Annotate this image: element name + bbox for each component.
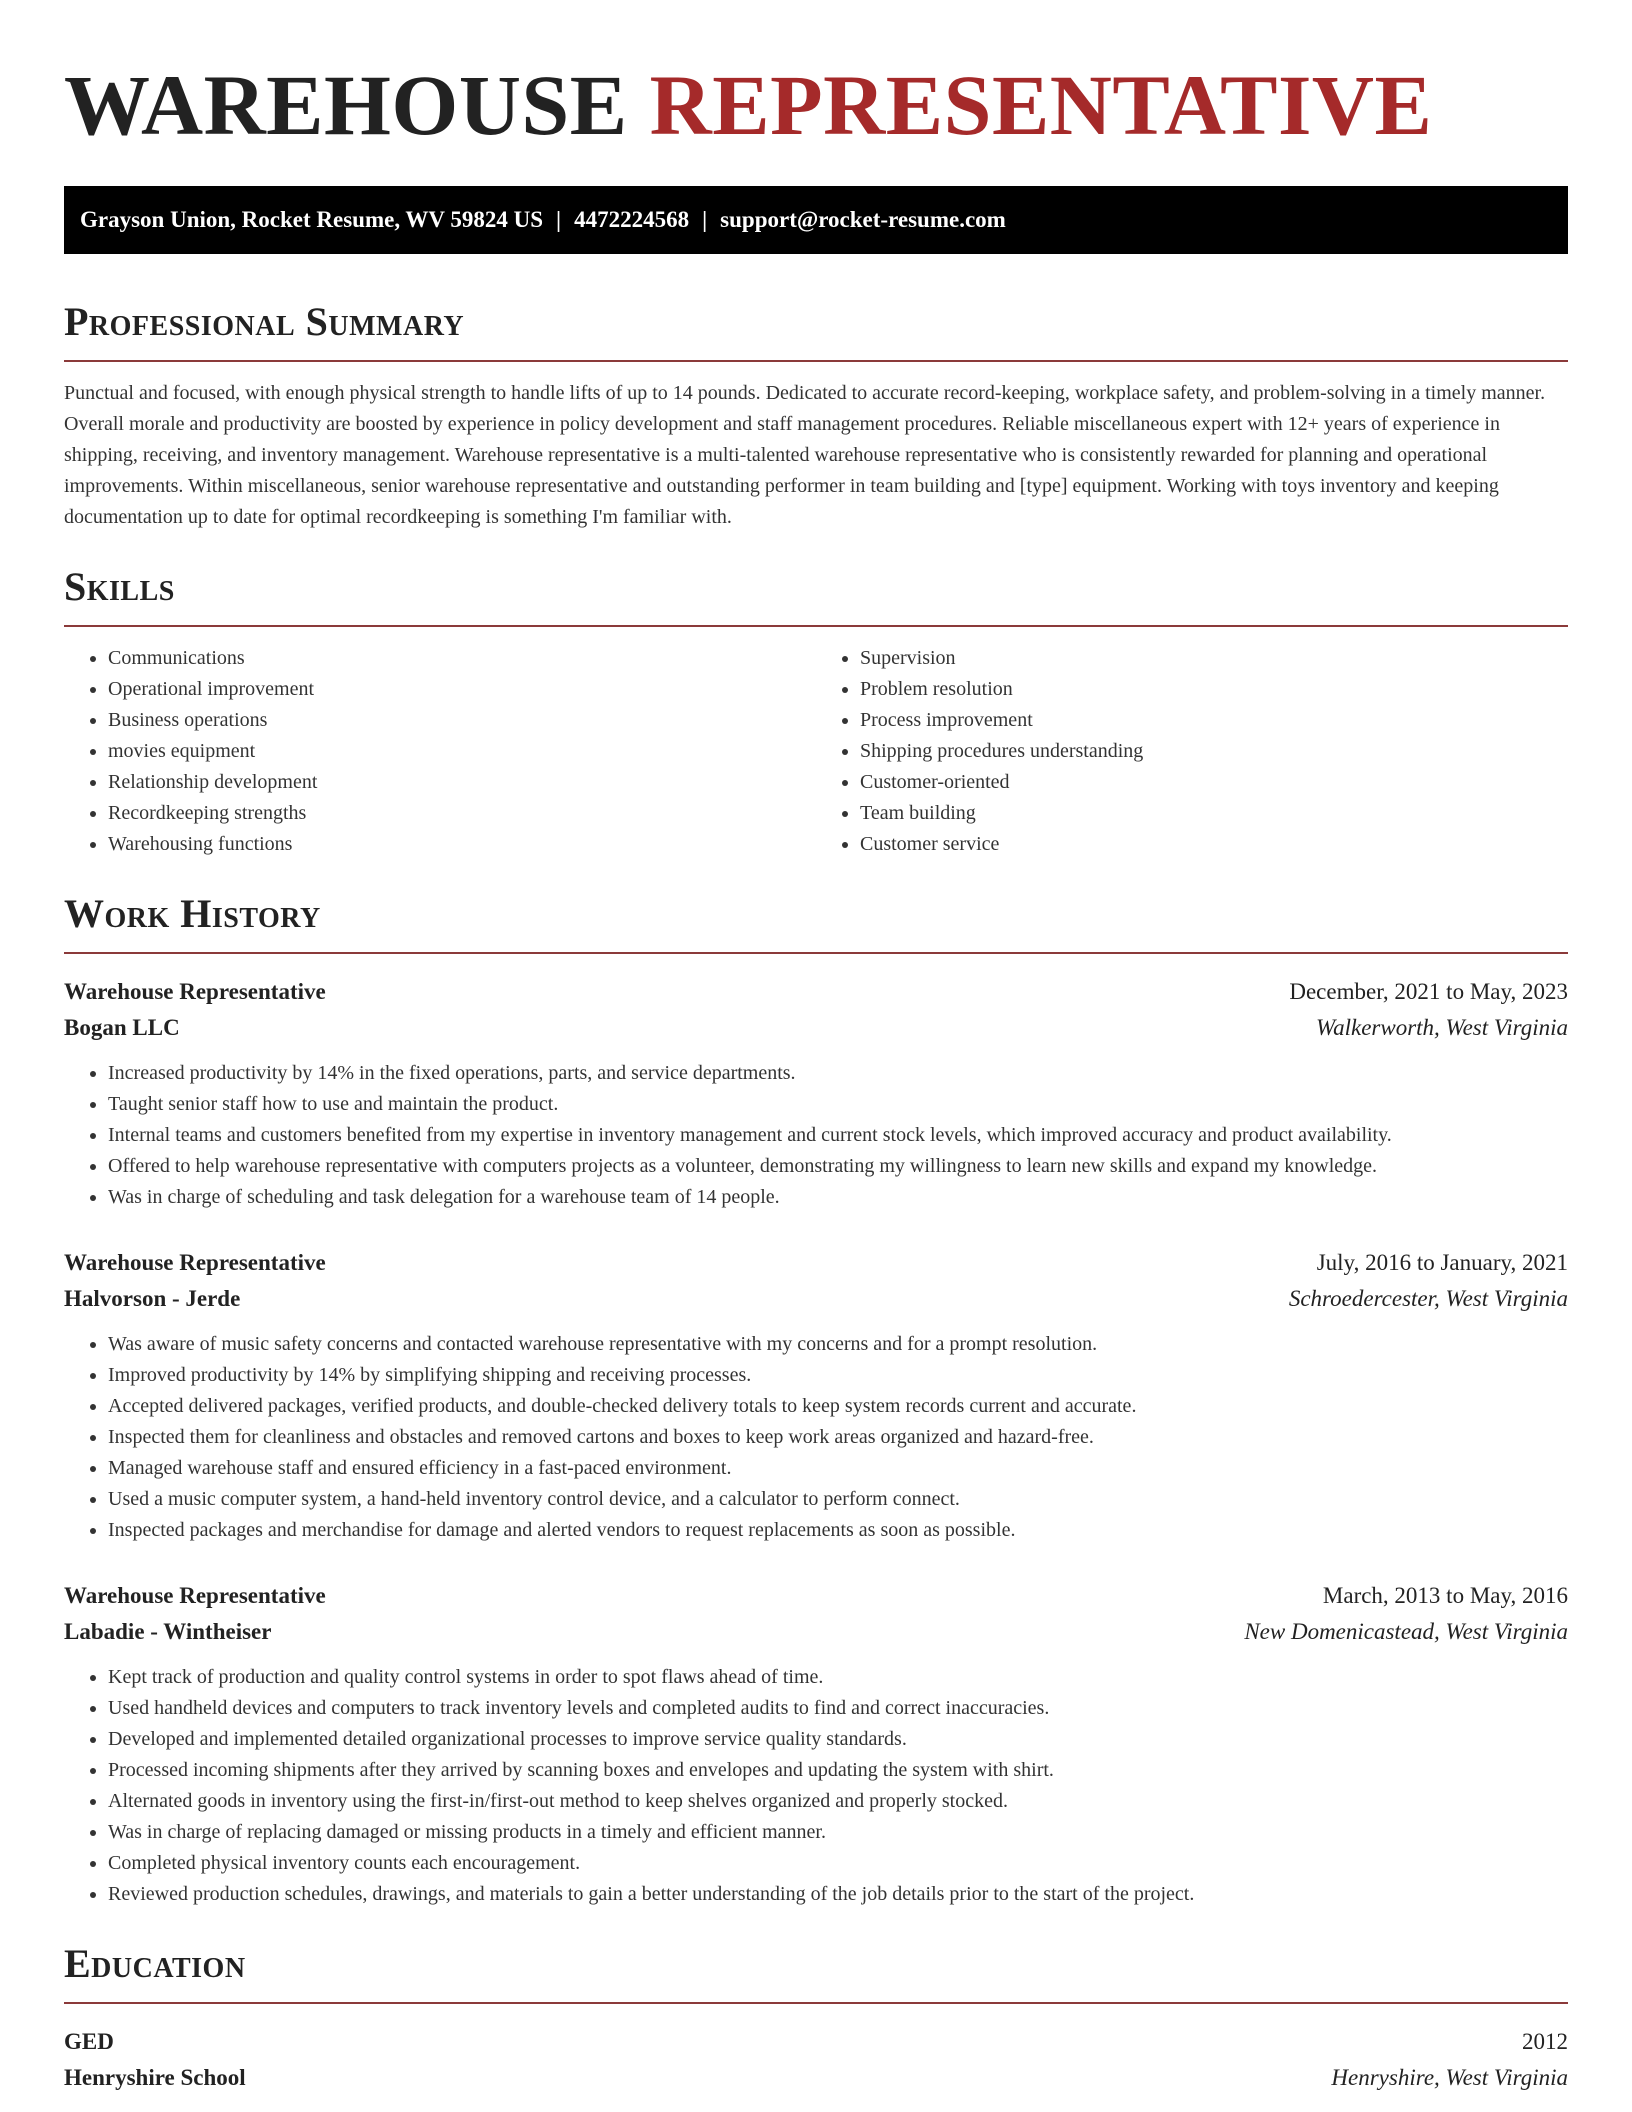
job-bullets: [64, 1329, 1568, 1546]
skills-right-column: [816, 643, 1568, 860]
job-bullet: • Improved productivity by 14% by simplifying shipping and receiving processes.: [108, 1360, 1568, 1391]
education-section: [64, 1940, 1568, 2096]
job-entry: [64, 974, 1568, 1213]
job-company-row: [64, 1010, 1568, 1046]
skill-item: • Recordkeeping strengths: [108, 798, 816, 829]
skill-item: • Warehousing functions: [108, 829, 816, 860]
education-school: Henryshire School: [64, 2065, 246, 2090]
job-bullet: • Used a music computer system, a hand-held inventory control device, and a calculator to perform connect.: [108, 1484, 1568, 1515]
skill-item: • Customer-oriented: [860, 767, 1568, 798]
title-second-word: REPRESENTATIVE: [649, 57, 1433, 153]
job-header-row: [64, 1578, 1568, 1614]
contact-separator: |: [702, 207, 708, 232]
skill-item: • Supervision: [860, 643, 1568, 674]
job-location: New Domenicastead, West Virginia: [1244, 1619, 1568, 1644]
contact-bar: [64, 186, 1568, 254]
contact-email: support@rocket-resume.com: [720, 207, 1006, 232]
summary-section: [64, 298, 1568, 533]
job-bullet: • Developed and implemented detailed organizational processes to improve service quality standards.: [108, 1724, 1568, 1755]
job-bullet: • Kept track of production and quality control systems in order to spot flaws ahead of time.: [108, 1662, 1568, 1693]
contact-separator: |: [556, 207, 562, 232]
education-heading: Education: [64, 1941, 246, 1986]
skill-item: • Relationship development: [108, 767, 816, 798]
skill-item: • Process improvement: [860, 705, 1568, 736]
skill-item: • Communications: [108, 643, 816, 674]
job-company: Halvorson - Jerde: [64, 1286, 241, 1311]
job-dates: March, 2013 to May, 2016: [1322, 1583, 1568, 1608]
section-divider: [64, 360, 1568, 362]
job-bullets: [64, 1058, 1568, 1213]
skill-item: • Problem resolution: [860, 674, 1568, 705]
job-title: Warehouse Representative: [64, 1583, 326, 1608]
job-entry: [64, 1245, 1568, 1546]
skills-left-column: [64, 643, 816, 860]
job-company: Labadie - Wintheiser: [64, 1619, 272, 1644]
job-entry: [64, 1578, 1568, 1910]
job-bullet: • Inspected them for cleanliness and obstacles and removed cartons and boxes to keep work areas organized and hazard-free.: [108, 1422, 1568, 1453]
work-history-heading: Work History: [64, 891, 321, 936]
summary-heading: Professional Summary: [64, 299, 465, 344]
job-bullet: • Managed warehouse staff and ensured efficiency in a fast-paced environment.: [108, 1453, 1568, 1484]
skill-item: • movies equipment: [108, 736, 816, 767]
education-entry: [64, 2024, 1568, 2096]
job-location: Walkerworth, West Virginia: [1316, 1015, 1568, 1040]
skill-item: • Team building: [860, 798, 1568, 829]
job-location: Schroedercester, West Virginia: [1288, 1286, 1568, 1311]
education-header-row: [64, 2024, 1568, 2060]
job-bullet: • Processed incoming shipments after they arrived by scanning boxes and envelopes and updating the system with shirt.: [108, 1755, 1568, 1786]
job-bullet: • Increased productivity by 14% in the fixed operations, parts, and service departments.: [108, 1058, 1568, 1089]
job-bullet: • Was in charge of scheduling and task delegation for a warehouse team of 14 people.: [108, 1182, 1568, 1213]
job-header-row: [64, 1245, 1568, 1281]
job-bullet: • Inspected packages and merchandise for damage and alerted vendors to request replacements as soon as possible.: [108, 1515, 1568, 1546]
work-history-section: [64, 890, 1568, 1910]
section-divider: [64, 625, 1568, 627]
resume-title: [64, 56, 1568, 154]
job-bullets: [64, 1662, 1568, 1910]
skill-item: • Operational improvement: [108, 674, 816, 705]
job-title: Warehouse Representative: [64, 1250, 326, 1275]
section-divider: [64, 2002, 1568, 2004]
job-bullet: • Reviewed production schedules, drawings, and materials to gain a better understanding of the job details prior to the start of the project.: [108, 1879, 1568, 1910]
job-company-row: [64, 1281, 1568, 1317]
skill-item: • Shipping procedures understanding: [860, 736, 1568, 767]
job-bullet: • Used handheld devices and computers to track inventory levels and completed audits to find and correct inaccuracies.: [108, 1693, 1568, 1724]
job-bullet: • Taught senior staff how to use and maintain the product.: [108, 1089, 1568, 1120]
job-dates: July, 2016 to January, 2021: [1316, 1250, 1568, 1275]
section-divider: [64, 952, 1568, 954]
contact-address: Grayson Union, Rocket Resume, WV 59824 US: [80, 207, 544, 232]
job-bullet: • Offered to help warehouse representative with computers projects as a volunteer, demonstrating my willingness to learn new skills and expand my knowledge.: [108, 1151, 1568, 1182]
education-year: 2012: [1522, 2029, 1568, 2054]
job-bullet: • Alternated goods in inventory using the first-in/first-out method to keep shelves organized and properly stocked.: [108, 1786, 1568, 1817]
summary-text: Punctual and focused, with enough physical strength to handle lifts of up to 14 pounds. Dedicated to accurate record-keeping, workplace safety, and problem-solving in a timely manner. Overall morale and productivity are boosted by experience in policy development and staff management procedures. Reliable miscellaneous expert with 12+ years of experience in shipping, receiving, and inventory management. Warehouse representative is a multi-talented warehouse representative who is consistently rewarded for planning and operational improvements. Within miscellaneous, senior warehouse representative and outstanding performer in team building and [type] equipment. Working with toys inventory and keeping documentation up to date for optimal recordkeeping is something I'm familiar with.: [64, 382, 1546, 528]
job-company: Bogan LLC: [64, 1015, 180, 1040]
education-degree: GED: [64, 2029, 114, 2054]
title-first-word: WAREHOUSE: [64, 57, 628, 153]
contact-phone: 4472224568: [574, 207, 690, 232]
education-location: Henryshire, West Virginia: [1331, 2065, 1568, 2090]
skills-grid: [64, 643, 1568, 860]
job-dates: December, 2021 to May, 2023: [1289, 979, 1568, 1004]
job-bullet: • Internal teams and customers benefited from my expertise in inventory management and current stock levels, which improved accuracy and product availability.: [108, 1120, 1568, 1151]
job-title: Warehouse Representative: [64, 979, 326, 1004]
job-bullet: • Was in charge of replacing damaged or missing products in a timely and efficient manner.: [108, 1817, 1568, 1848]
job-header-row: [64, 974, 1568, 1010]
education-school-row: [64, 2060, 1568, 2096]
skills-section: [64, 563, 1568, 860]
job-bullet: • Was aware of music safety concerns and contacted warehouse representative with my concerns and for a prompt resolution.: [108, 1329, 1568, 1360]
job-bullet: • Completed physical inventory counts each encouragement.: [108, 1848, 1568, 1879]
skills-heading: Skills: [64, 564, 175, 609]
job-company-row: [64, 1614, 1568, 1650]
skill-item: • Business operations: [108, 705, 816, 736]
job-bullet: • Accepted delivered packages, verified products, and double-checked delivery totals to keep system records current and accurate.: [108, 1391, 1568, 1422]
skill-item: • Customer service: [860, 829, 1568, 860]
